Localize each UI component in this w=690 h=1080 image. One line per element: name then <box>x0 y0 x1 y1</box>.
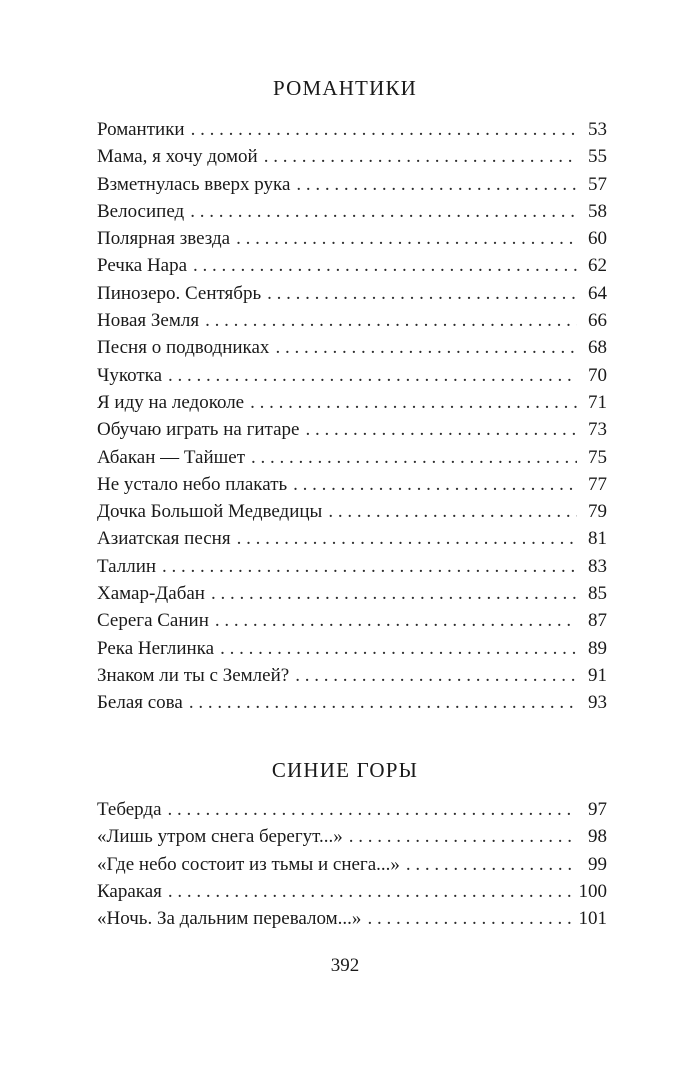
toc-entry-title: «Ночь. За дальним перевалом...» <box>97 908 362 930</box>
dot-leader <box>275 334 577 361</box>
toc-entry-title: Теберда <box>97 799 162 820</box>
toc-entry-title: Новая Земля <box>97 310 200 332</box>
dot-leader <box>211 580 577 607</box>
dot-leader <box>264 143 577 170</box>
toc-entry-title: Полярная звезда <box>97 228 231 250</box>
toc-entry <box>97 171 607 198</box>
toc-entry-page: 89 <box>588 637 607 659</box>
dot-leader <box>168 362 577 389</box>
toc-entry <box>97 307 607 334</box>
toc-entry-title: Знаком ли ты с Землей? <box>97 664 290 686</box>
toc-entry-title: Пинозеро. Сентябрь <box>97 282 262 304</box>
dot-leader <box>406 851 577 878</box>
toc-entry-page: 100 <box>578 880 607 902</box>
toc-entry-title: Таллин <box>97 555 157 577</box>
toc-entry-page: 62 <box>588 255 607 277</box>
toc-entry <box>97 851 607 878</box>
toc-entry-page: 93 <box>588 692 607 714</box>
toc-list-sinie-gory <box>97 796 607 932</box>
dot-leader <box>215 607 577 634</box>
dot-leader <box>328 498 577 525</box>
toc-entry-page: 97 <box>588 799 607 820</box>
toc-entry <box>97 280 607 307</box>
dot-leader <box>189 689 577 716</box>
toc-entry-title: Романтики <box>97 119 185 140</box>
dot-leader <box>367 905 574 932</box>
dot-leader <box>162 553 577 580</box>
toc-entry <box>97 198 607 225</box>
toc-entry-page: 85 <box>588 583 607 605</box>
toc-entry <box>97 362 607 389</box>
toc-entry <box>97 525 607 552</box>
toc-entry-page: 53 <box>588 119 607 140</box>
dot-leader <box>251 444 577 471</box>
toc-entry-page: 79 <box>588 501 607 523</box>
dot-leader <box>190 198 577 225</box>
toc-entry-title: Абакан — Тайшет <box>97 446 246 468</box>
page-number: 392 <box>330 955 360 976</box>
dot-leader <box>250 389 577 416</box>
toc-entry <box>97 553 607 580</box>
toc-entry-title: Азиатская песня <box>97 528 231 550</box>
toc-entry-title: Не устало небо плакать <box>97 473 288 495</box>
dot-leader <box>205 307 577 334</box>
toc-entry-page: 70 <box>588 364 607 386</box>
toc-list-romantiki <box>97 116 607 717</box>
toc-entry-page: 87 <box>588 610 607 632</box>
toc-entry-title: Чукотка <box>97 364 163 386</box>
toc-entry <box>97 580 607 607</box>
toc-entry <box>97 498 607 525</box>
toc-entry-title: «Где небо состоит из тьмы и снега...» <box>97 853 400 875</box>
toc-entry-title: «Лишь утром снега берегут...» <box>97 826 343 848</box>
toc-entry-page: 75 <box>588 446 607 468</box>
toc-entry <box>97 471 607 498</box>
section-title-romantiki: РОМАНТИКИ <box>272 76 418 100</box>
section-title-sinie-gory: СИНИЕ ГОРЫ <box>271 758 419 782</box>
toc-entry-page: 66 <box>588 310 607 332</box>
toc-entry-page: 71 <box>588 391 607 413</box>
dot-leader <box>295 662 577 689</box>
toc-entry-page: 99 <box>588 853 607 875</box>
toc-entry-title: Велосипед <box>97 200 185 222</box>
toc-entry-title: Серега Санин <box>97 610 209 632</box>
toc-entry-title: Песня о подводниках <box>97 337 270 359</box>
toc-entry-page: 57 <box>588 173 607 195</box>
toc-entry-title: Речка Нара <box>97 255 188 277</box>
toc-entry-page: 77 <box>588 473 607 495</box>
toc-entry <box>97 252 607 279</box>
toc-entry-title: Обучаю играть на гитаре <box>97 419 300 441</box>
toc-entry <box>97 389 607 416</box>
dot-leader <box>237 525 577 552</box>
toc-entry-page: 58 <box>588 200 607 222</box>
toc-entry-page: 91 <box>588 664 607 686</box>
dot-leader <box>349 823 577 850</box>
toc-entry-title: Белая сова <box>97 692 183 714</box>
toc-entry-title: Я иду на ледоколе <box>97 391 245 413</box>
toc-entry-page: 68 <box>588 337 607 359</box>
toc-entry-title: Хамар-Дабан <box>97 583 205 605</box>
toc-entry <box>97 416 607 443</box>
toc-entry <box>97 878 607 905</box>
toc-entry-page: 73 <box>588 419 607 441</box>
dot-leader <box>168 796 577 823</box>
dot-leader <box>220 635 577 662</box>
toc-entry-title: Дочка Большой Медведицы <box>97 501 323 523</box>
toc-entry-title: Мама, я хочу домой <box>97 146 258 168</box>
toc-entry-page: 55 <box>588 146 607 168</box>
toc-entry <box>97 225 607 252</box>
dot-leader <box>293 471 577 498</box>
toc-entry <box>97 662 607 689</box>
dot-leader <box>193 252 577 279</box>
toc-entry <box>97 689 607 716</box>
toc-entry-title: Река Неглинка <box>97 637 215 659</box>
toc-entry <box>97 143 607 170</box>
dot-leader <box>191 116 577 143</box>
toc-entry-page: 83 <box>588 555 607 577</box>
toc-entry <box>97 607 607 634</box>
toc-entry-page: 98 <box>588 826 607 848</box>
toc-entry-page: 64 <box>588 282 607 304</box>
toc-entry-title: Каракая <box>97 880 162 902</box>
dot-leader <box>168 878 575 905</box>
toc-entry-title: Взметнулась вверх рука <box>97 173 291 195</box>
toc-entry <box>97 444 607 471</box>
toc-entry-page: 101 <box>578 908 607 930</box>
dot-leader <box>305 416 577 443</box>
dot-leader <box>296 171 577 198</box>
toc-entry-page: 81 <box>588 528 607 550</box>
toc-entry <box>97 635 607 662</box>
toc-entry <box>97 823 607 850</box>
dot-leader <box>267 280 577 307</box>
toc-entry <box>97 334 607 361</box>
toc-entry-page: 60 <box>588 228 607 250</box>
toc-entry <box>97 796 607 823</box>
toc-entry <box>97 905 607 932</box>
dot-leader <box>236 225 577 252</box>
toc-entry <box>97 116 607 143</box>
